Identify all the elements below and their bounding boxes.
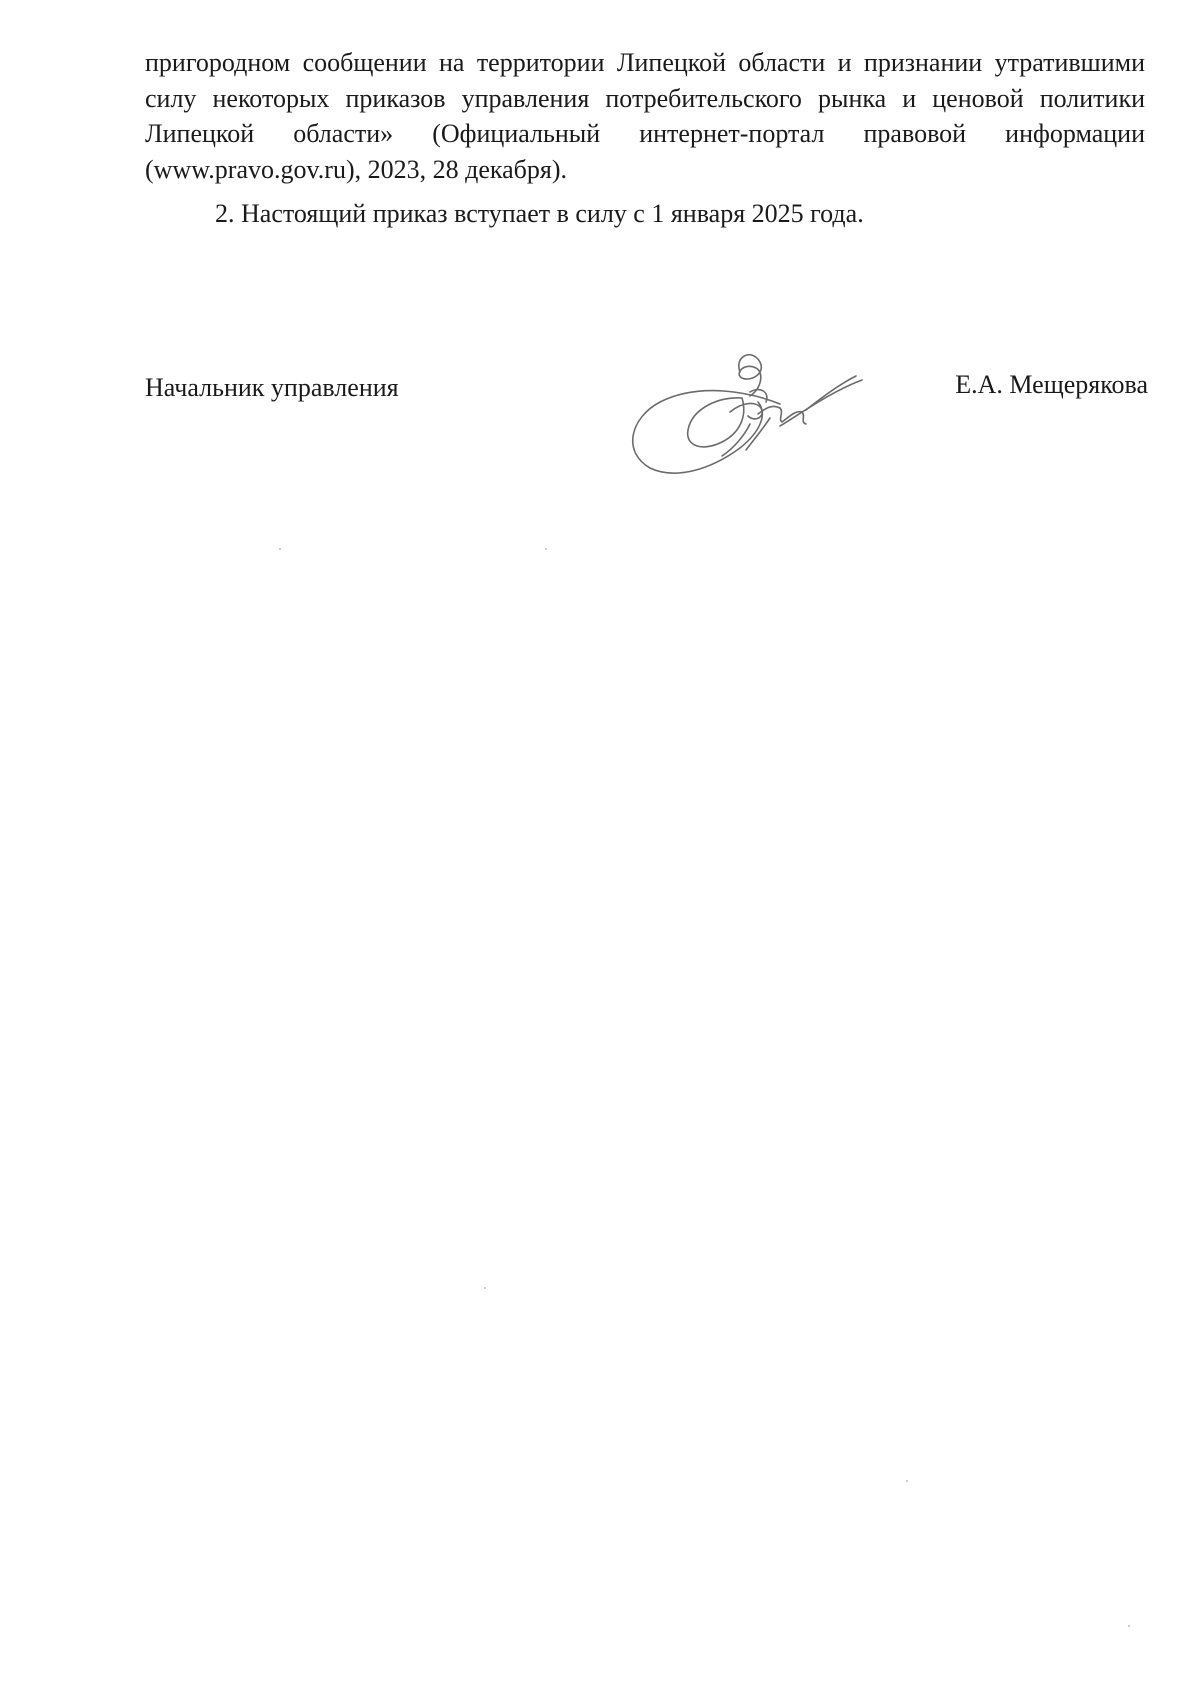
signatory-position: Начальник управления (145, 373, 399, 402)
signatory-name: Е.А. Мещерякова (955, 370, 1148, 399)
clause-2: 2. Настоящий приказ вступает в силу с 1 января 2025 года. (215, 199, 864, 228)
continuation-paragraph: пригородном сообщении на территории Липецкой области и признании утратившими силу некоторых приказов управления потребительского рынка и ценовой политики Липецкой области» (Официальный интернет-портал правовой информации (www.pravo.gov.ru), 2023, 28 декабря). (145, 48, 1145, 184)
handwritten-signature (630, 352, 870, 482)
